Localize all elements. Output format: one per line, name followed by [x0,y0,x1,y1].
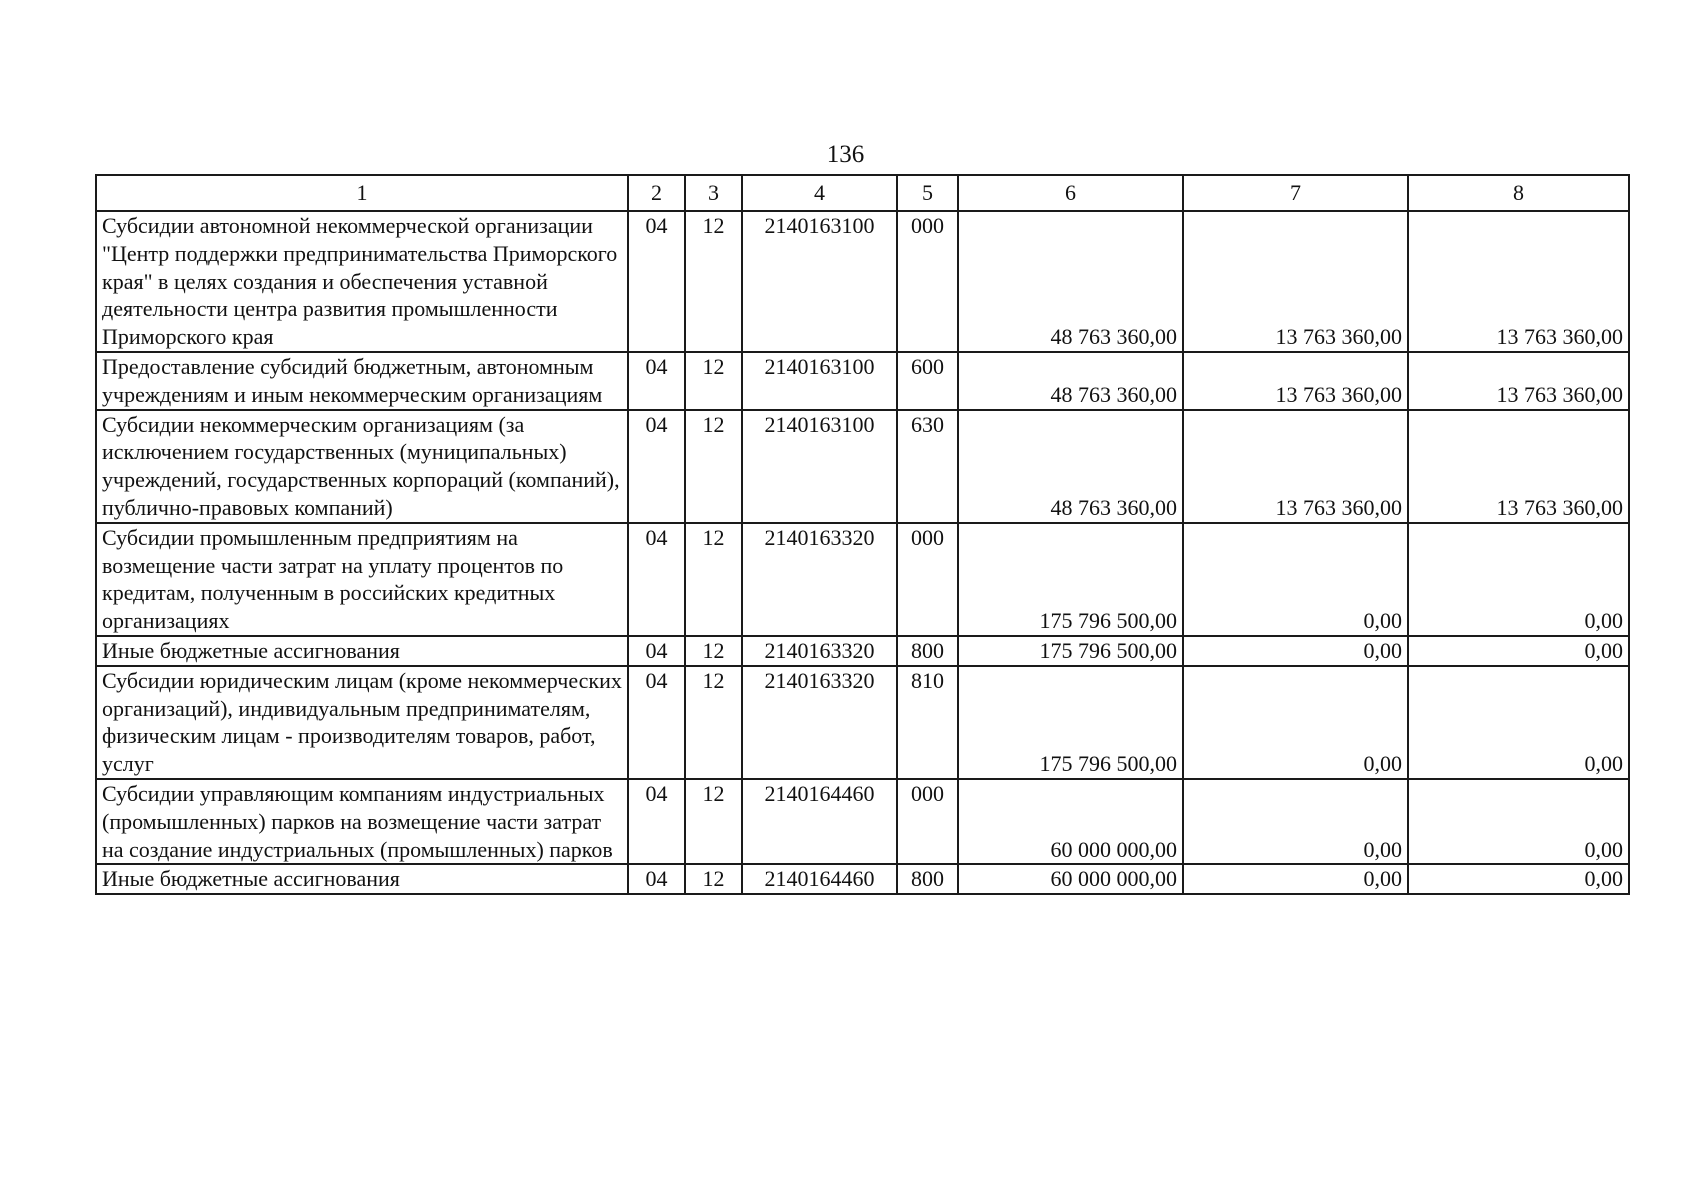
amount-col-6: 175 796 500,00 [958,523,1183,636]
target-article-code: 2140163100 [742,211,897,352]
column-header-6: 6 [958,175,1183,211]
subsection-code: 12 [685,666,742,779]
expense-type-code: 810 [897,666,958,779]
amount-col-8: 0,00 [1408,523,1629,636]
subsection-code: 12 [685,864,742,894]
amount-col-8: 13 763 360,00 [1408,211,1629,352]
subsection-code: 12 [685,352,742,410]
amount-col-7: 0,00 [1183,523,1408,636]
target-article-code: 2140163320 [742,636,897,666]
column-header-7: 7 [1183,175,1408,211]
expense-type-code: 800 [897,636,958,666]
amount-col-7: 13 763 360,00 [1183,410,1408,523]
amount-col-6: 48 763 360,00 [958,352,1183,410]
row-description: Субсидии автономной некоммерческой организации "Центр поддержки предпринимательства Приморского края" в целях создания и обеспечения уставной деятельности центра развития промышленности Приморского края [96,211,628,352]
section-code: 04 [628,779,685,864]
subsection-code: 12 [685,410,742,523]
amount-col-6: 48 763 360,00 [958,410,1183,523]
subsection-code: 12 [685,211,742,352]
budget-table [95,174,1630,895]
target-article-code: 2140163320 [742,523,897,636]
amount-col-8: 0,00 [1408,779,1629,864]
row-description: Иные бюджетные ассигнования [96,636,628,666]
section-code: 04 [628,211,685,352]
expense-type-code: 000 [897,523,958,636]
table-row [96,523,1629,636]
expense-type-code: 600 [897,352,958,410]
target-article-code: 2140163100 [742,410,897,523]
expense-type-code: 000 [897,211,958,352]
table-row [96,410,1629,523]
amount-col-7: 13 763 360,00 [1183,211,1408,352]
row-description: Субсидии некоммерческим организациям (за исключением государственных (муниципальных) учреждений, государственных корпораций (компаний), публично-правовых компаний) [96,410,628,523]
section-code: 04 [628,523,685,636]
column-header-4: 4 [742,175,897,211]
target-article-code: 2140163320 [742,666,897,779]
table-header-row [96,175,1629,211]
table-row [96,636,1629,666]
expense-type-code: 000 [897,779,958,864]
amount-col-8: 0,00 [1408,864,1629,894]
table-row [96,864,1629,894]
subsection-code: 12 [685,523,742,636]
section-code: 04 [628,666,685,779]
amount-col-7: 0,00 [1183,779,1408,864]
column-header-2: 2 [628,175,685,211]
table-row [96,666,1629,779]
amount-col-6: 175 796 500,00 [958,666,1183,779]
amount-col-8: 13 763 360,00 [1408,410,1629,523]
amount-col-6: 175 796 500,00 [958,636,1183,666]
section-code: 04 [628,636,685,666]
amount-col-6: 48 763 360,00 [958,211,1183,352]
amount-col-7: 0,00 [1183,666,1408,779]
section-code: 04 [628,352,685,410]
column-header-8: 8 [1408,175,1629,211]
section-code: 04 [628,410,685,523]
section-code: 04 [628,864,685,894]
amount-col-8: 13 763 360,00 [1408,352,1629,410]
target-article-code: 2140164460 [742,779,897,864]
column-header-3: 3 [685,175,742,211]
row-description: Субсидии юридическим лицам (кроме некоммерческих организаций), индивидуальным предпринимателям, физическим лицам - производителям товаров, работ, услуг [96,666,628,779]
amount-col-7: 13 763 360,00 [1183,352,1408,410]
target-article-code: 2140163100 [742,352,897,410]
expense-type-code: 630 [897,410,958,523]
row-description: Субсидии промышленным предприятиям на возмещение части затрат на уплату процентов по кредитам, полученным в российских кредитных организациях [96,523,628,636]
subsection-code: 12 [685,636,742,666]
column-header-5: 5 [897,175,958,211]
expense-type-code: 800 [897,864,958,894]
table-row [96,211,1629,352]
amount-col-7: 0,00 [1183,864,1408,894]
subsection-code: 12 [685,779,742,864]
row-description: Субсидии управляющим компаниям индустриальных (промышленных) парков на возмещение части затрат на создание индустриальных (промышленных) парков [96,779,628,864]
amount-col-7: 0,00 [1183,636,1408,666]
amount-col-6: 60 000 000,00 [958,779,1183,864]
amount-col-8: 0,00 [1408,666,1629,779]
amount-col-8: 0,00 [1408,636,1629,666]
column-header-1: 1 [96,175,628,211]
table-row [96,779,1629,864]
table-row [96,352,1629,410]
target-article-code: 2140164460 [742,864,897,894]
row-description: Предоставление субсидий бюджетным, автономным учреждениям и иным некоммерческим организациям [96,352,628,410]
page-number: 136 [826,141,865,168]
amount-col-6: 60 000 000,00 [958,864,1183,894]
row-description: Иные бюджетные ассигнования [96,864,628,894]
